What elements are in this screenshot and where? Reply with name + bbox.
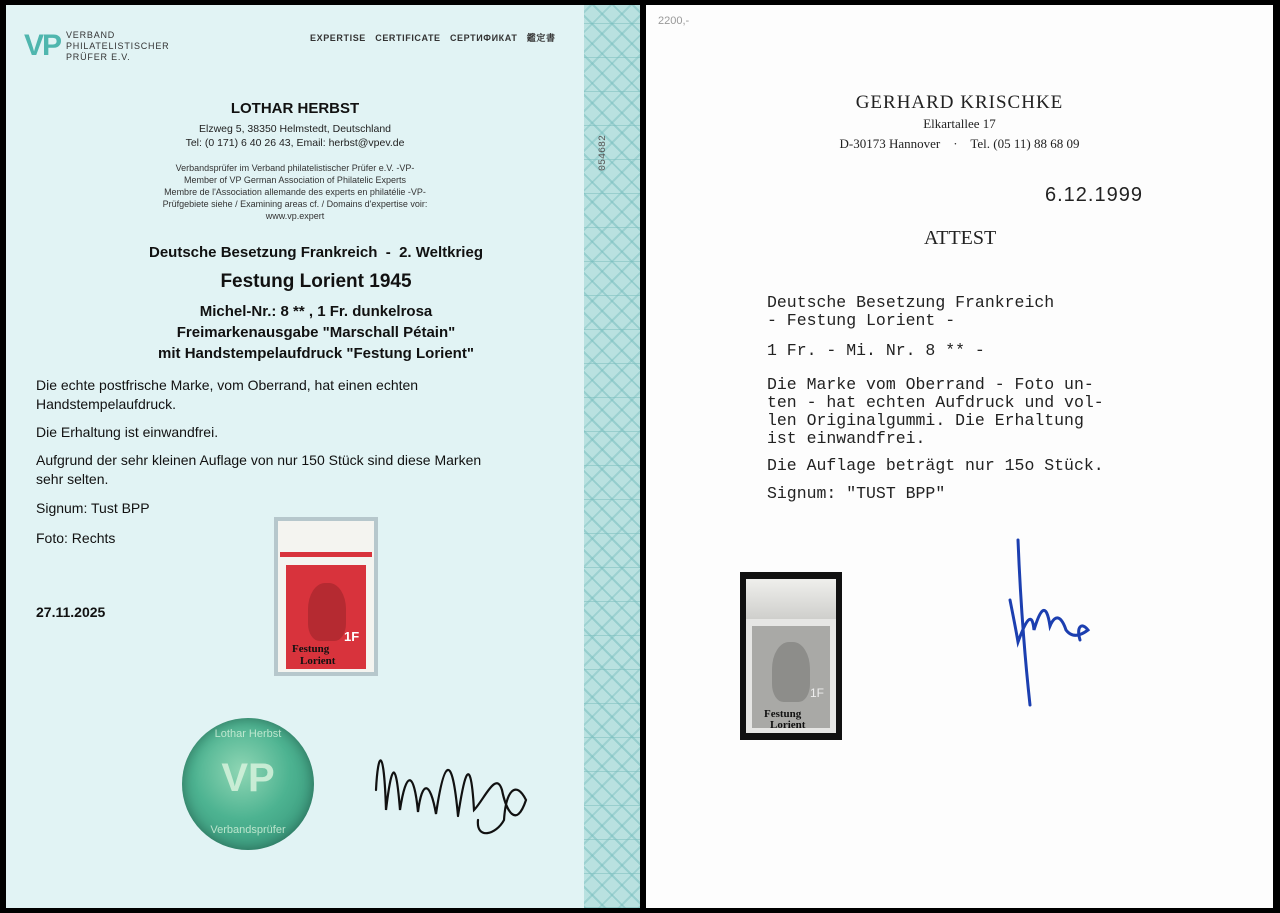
- issue-description: Freimarkenausgabe "Marschall Pétain": [176, 324, 456, 341]
- certificate-title: Festung Lorient 1945: [220, 271, 412, 292]
- vp-certificate: [6, 5, 584, 908]
- krischke-signature: [996, 530, 1106, 715]
- condition-text: Die Erhaltung ist einwandfrei.: [36, 424, 219, 440]
- certificate-header: EXPERTISE CERTIFICATE СЕРТИФИКАТ 鑑定書: [310, 33, 556, 43]
- attest-line: Die Marke vom Oberrand - Foto un-: [767, 375, 1094, 394]
- attest-line: 1 Fr. - Mi. Nr. 8 ** -: [767, 341, 985, 360]
- attest-line: - Festung Lorient -: [767, 311, 956, 330]
- expert-address: Elzweg 5, 38350 Helmstedt, Deutschland: [198, 123, 392, 135]
- org-name: VERBAND PHILATELISTISCHER PRÜFER E.V.: [66, 30, 170, 62]
- signum-text: Signum: Tust BPP: [36, 500, 150, 516]
- foto-text: Foto: Rechts: [36, 530, 116, 546]
- body-text: Die echte postfrische Marke, vom Oberrand, hat einen echten: [36, 377, 419, 393]
- attest-expert-name: GERHARD KRISCHKE: [855, 92, 1064, 113]
- overprint-description: mit Handstempelaufdruck "Festung Lorient": [158, 345, 474, 362]
- attest-overprint-lorient: Lorient: [770, 719, 806, 731]
- info-line: Prüfgebiete siehe / Examining areas cf. / Domains d'expertise voir:: [162, 199, 428, 209]
- attest-line: ten - hat echten Aufdruck und vol-: [767, 393, 1104, 412]
- attest-stamp-photo: [740, 572, 842, 740]
- attest-date: 6.12.1999: [1045, 184, 1143, 206]
- stamp-margin-bar: [280, 552, 372, 557]
- hologram-seal: [182, 718, 314, 850]
- attest-line: Deutsche Besetzung Frankreich: [767, 293, 1055, 312]
- attest-line: Signum: "TUST BPP": [767, 484, 946, 503]
- overprint-lorient: Lorient: [300, 655, 336, 667]
- attest-stamp-body: [752, 626, 830, 731]
- expert-name: LOTHAR HERBST: [230, 100, 360, 117]
- attest-line: ist einwandfrei.: [767, 429, 926, 448]
- info-line: Member of VP German Association of Philatelic Experts: [184, 175, 406, 185]
- security-strip: [584, 5, 640, 908]
- stamp-value: 1F: [344, 629, 360, 644]
- subject-heading: Deutsche Besetzung Frankreich - 2. Weltkrieg: [149, 244, 483, 261]
- attest-line: len Originalgummi. Die Erhaltung: [767, 411, 1084, 430]
- attest-title: ATTEST: [924, 227, 997, 249]
- body-text: Handstempelaufdruck.: [36, 396, 177, 412]
- stamp-body: [286, 565, 366, 669]
- attest-line: Die Auflage beträgt nur 15o Stück.: [767, 456, 1104, 475]
- pencil-price-note: 2200,-: [658, 15, 690, 27]
- seal-ring-text: Lothar Herbst: [214, 728, 282, 740]
- body-text: sehr selten.: [36, 471, 109, 487]
- attest-street: Elkartallee 17: [923, 116, 996, 131]
- attest-stamp-margin: [746, 579, 836, 619]
- certificate-number: 054682: [598, 135, 609, 172]
- vp-logo: VP: [24, 29, 61, 62]
- seal-logo: VP: [221, 756, 275, 800]
- info-line: Verbandsprüfer im Verband philatelistischer Prüfer e.V. -VP-: [175, 163, 415, 173]
- overprint-festung: Festung: [292, 643, 330, 655]
- info-line: Membre de l'Association allemande des experts en philatélie -VP-: [164, 187, 426, 197]
- info-link: www.vp.expert: [265, 211, 325, 221]
- body-text: Aufgrund der sehr kleinen Auflage von nur 150 Stück sind diese Marken: [36, 452, 482, 468]
- attest-stamp-value: 1F: [810, 686, 825, 700]
- michel-number: Michel-Nr.: 8 ** , 1 Fr. dunkelrosa: [199, 303, 433, 320]
- expert-contact: Tel: (0 171) 6 40 26 43, Email: herbst@vpev.de: [185, 137, 405, 149]
- portrait-shape: [308, 583, 346, 641]
- certificate-date: 27.11.2025: [36, 604, 106, 620]
- stamp-photo: [274, 517, 378, 676]
- attest-overprint-festung: Festung: [764, 708, 802, 720]
- seal-ring-bottom: Verbandsprüfer: [210, 824, 286, 836]
- herbst-signature: [366, 730, 536, 842]
- attest-city-phone: D-30173 Hannover · Tel. (05 11) 88 68 09: [839, 136, 1080, 151]
- krischke-attest: [646, 5, 1273, 908]
